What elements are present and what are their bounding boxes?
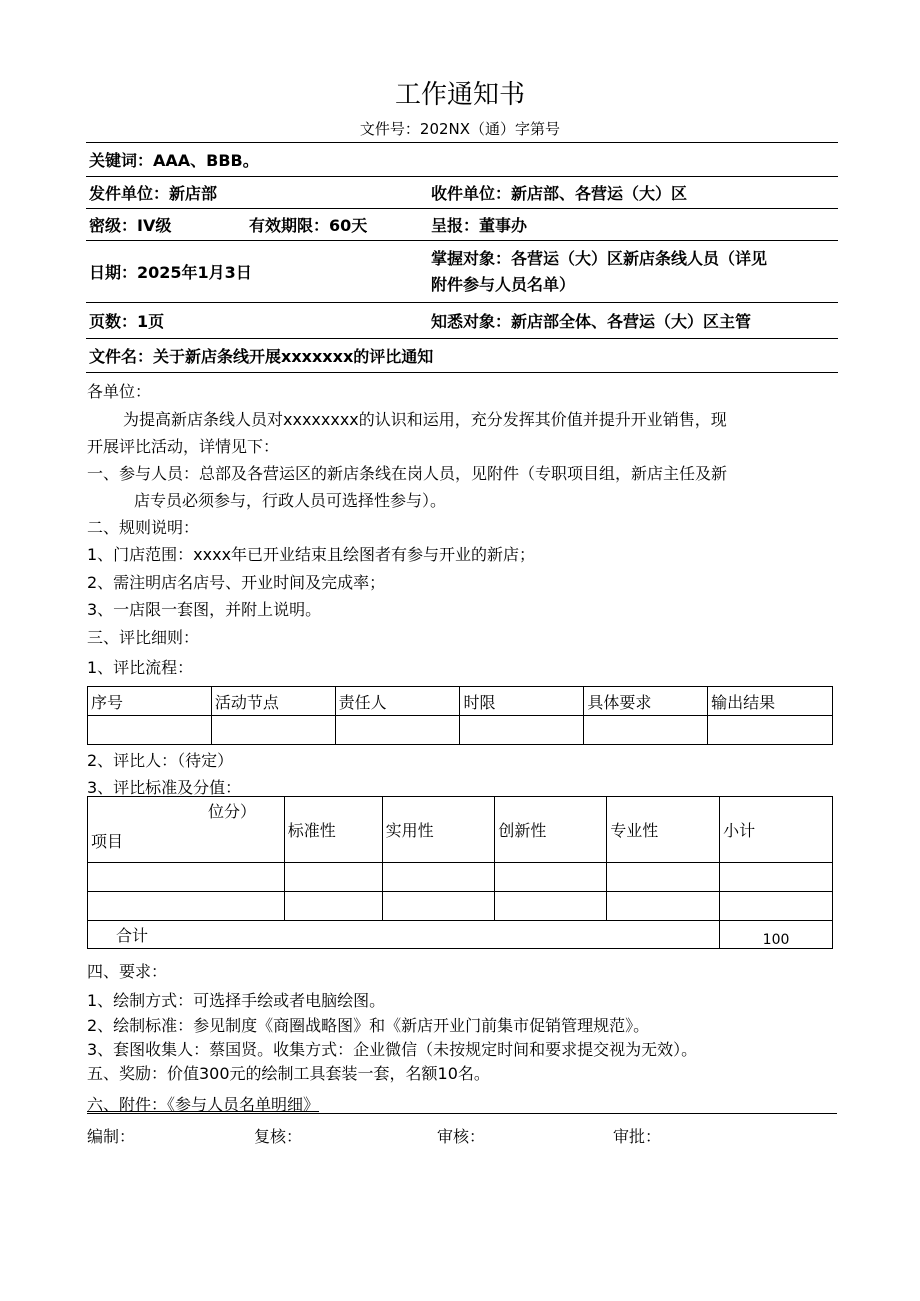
section-3-item-1: 1、评比流程： <box>87 658 194 677</box>
score-header-cell: 标准性 <box>284 797 382 863</box>
intro-line-2: 开展评比活动，详情见下： <box>87 437 280 456</box>
keywords: 关键词：AAA、BBB。 <box>89 151 259 170</box>
footer-compile: 编制： <box>87 1127 136 1146</box>
section-2-item-1: 1、门店范围：xxxx年已开业结束且绘图者有参与开业的新店； <box>87 545 536 564</box>
pages-cell: 页数：1页 <box>86 303 428 339</box>
score-table <box>87 796 833 949</box>
footer-audit: 审核： <box>437 1127 486 1146</box>
process-header-cell: 活动节点 <box>211 687 335 716</box>
score-table-header <box>88 797 833 863</box>
corner-bottom-label: 项目 <box>91 832 124 851</box>
section-4-item-1: 1、绘制方式：可选择手绘或者电脑绘图。 <box>87 991 386 1010</box>
filename-value: 关于新店条线开展xxxxxxx的评比通知 <box>153 347 434 366</box>
aware-cell: 知悉对象：新店部全体、各营运（大）区主管 <box>428 303 838 339</box>
section-5: 五、奖励：价值300元的绘制工具套装一套，名额10名。 <box>87 1064 490 1083</box>
process-header-cell: 具体要求 <box>584 687 708 716</box>
total-label: 合计 <box>88 921 720 949</box>
score-header-cell: 创新性 <box>495 797 607 863</box>
section-1-line-1: 一、参与人员：总部及各营运区的新店条线在岗人员，见附件（专职项目组，新店主任及新 <box>87 464 728 483</box>
section-1-line-2: 店专员必须参与，行政人员可选择性参与）。 <box>134 491 447 510</box>
master-cell: 掌握对象：各营运（大）区新店条线人员（详见 附件参与人员名单） <box>428 241 838 303</box>
score-total-row <box>88 921 833 949</box>
page-title: 工作通知书 <box>394 80 525 110</box>
validity-value: 60天 <box>329 216 368 235</box>
document-info-table <box>86 142 838 373</box>
section-6-attachment: 六、附件：《参与人员名单明细》 <box>87 1095 320 1114</box>
secret-value: IV级 <box>137 216 172 235</box>
process-header-cell: 序号 <box>88 687 212 716</box>
aware-value: 新店部全体、各营运（大）区主管 <box>511 312 752 331</box>
section-2-item-2: 2、需注明店名店号、开业时间及完成率； <box>87 573 386 592</box>
process-header-cell: 时限 <box>460 687 584 716</box>
section-2-item-3: 3、一店限一套图，并附上说明。 <box>87 600 322 619</box>
pages-value: 1页 <box>137 312 165 331</box>
score-header-cell: 实用性 <box>382 797 495 863</box>
sender-cell: 发件单位：新店部 <box>86 177 428 209</box>
footer-review: 复核： <box>254 1127 303 1146</box>
score-header-cell: 小计 <box>720 797 833 863</box>
secret-cell: 密级：IV级 <box>86 209 246 241</box>
receiver-value: 新店部、各营运（大）区 <box>511 184 688 203</box>
greeting: 各单位： <box>87 382 152 401</box>
date-value: 2025年1月3日 <box>137 263 252 282</box>
receiver-cell: 收件单位：新店部、各营运（大）区 <box>428 177 838 209</box>
filename-cell: 文件名：关于新店条线开展xxxxxxx的评比通知 <box>86 339 838 373</box>
score-corner-cell <box>88 797 285 863</box>
process-header-cell: 输出结果 <box>708 687 833 716</box>
table-row <box>88 863 833 892</box>
section-4-heading: 四、要求： <box>87 962 168 981</box>
section-3-item-3: 3、评比标准及分值： <box>87 778 242 797</box>
process-table <box>87 686 833 745</box>
intro-line-1: 为提高新店条线人员对xxxxxxxx的认识和运用，充分发挥其价值并提升开业销售，现 <box>123 410 727 429</box>
table-row <box>88 892 833 921</box>
table-row <box>88 716 833 745</box>
footer-approve: 审批： <box>613 1127 662 1146</box>
keywords-cell <box>86 143 838 177</box>
section-2-heading: 二、规则说明： <box>87 518 200 537</box>
section-3-heading: 三、评比细则： <box>87 628 200 647</box>
total-value: 100 <box>720 921 833 949</box>
section-4-item-3: 3、套图收集人：蔡国贤。收集方式：企业微信（未按规定时间和要求提交视为无效）。 <box>87 1040 698 1059</box>
report-value: 董事办 <box>479 216 528 235</box>
section-3-item-2: 2、评比人：（待定） <box>87 751 234 770</box>
score-header-cell: 专业性 <box>607 797 720 863</box>
corner-top-label: 位分） <box>208 802 257 821</box>
section-4-item-2: 2、绘制标准：参见制度《商圈战略图》和《新店开业门前集市促销管理规范》。 <box>87 1016 650 1035</box>
report-cell: 呈报：董事办 <box>428 209 838 241</box>
process-table-header <box>88 687 833 716</box>
process-header-cell: 责任人 <box>335 687 460 716</box>
sender-value: 新店部 <box>169 184 218 203</box>
footer-divider <box>87 1113 837 1114</box>
validity-cell: 有效期限：60天 <box>246 209 428 241</box>
document-number: 文件号：202NX（通）字第号 <box>359 120 561 138</box>
date-cell: 日期：2025年1月3日 <box>86 241 428 303</box>
